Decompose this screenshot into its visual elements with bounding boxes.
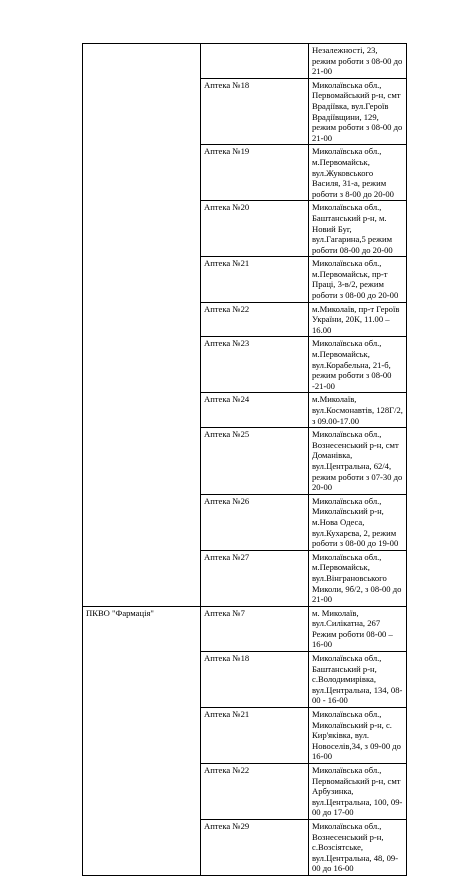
pharmacy-name-cell <box>201 44 309 79</box>
address-cell <box>309 393 407 428</box>
pharmacy-address: Миколаївська обл., м.Первомайськ, вул.Жуковського Василя, 31-а, режим роботи з 8-00 до 20-00 <box>312 146 394 199</box>
pharmacy-name: Аптека №29 <box>204 820 250 831</box>
address-cell <box>309 550 407 606</box>
pharmacy-address: м. Миколаїв, вул.Силікатна, 267 Режим роботи 08-00 – 16-00 <box>312 607 393 650</box>
pharmacy-address: Миколаївська обл., Вознесенський р-н, смт Доманівка, вул.Центральна, 62/4, режим роботи з 07-30 до 20-00 <box>312 429 403 493</box>
address-cell <box>309 428 407 495</box>
pharmacy-name-cell <box>201 302 309 337</box>
address-cell <box>309 145 407 201</box>
pharmacy-address: Незалежності, 23, режим роботи з 08-00 до 21-00 <box>312 45 403 77</box>
pharmacy-name-cell <box>201 819 309 875</box>
table-row <box>83 606 407 651</box>
org-cell <box>83 606 201 875</box>
pharmacy-address: м.Миколаїв, пр-т Героїв України, 20К, 11.00 – 16.00 <box>312 303 400 335</box>
address-cell <box>309 302 407 337</box>
pharmacy-name-cell <box>201 78 309 145</box>
pharmacy-name: Аптека №24 <box>204 394 250 405</box>
address-cell <box>309 44 407 79</box>
table-row <box>83 44 407 79</box>
address-cell <box>309 708 407 764</box>
pharmacy-name-cell <box>201 393 309 428</box>
pharmacy-name: Аптека №25 <box>204 429 250 440</box>
pharmacy-name-cell <box>201 550 309 606</box>
pharmacy-name: Аптека №21 <box>204 258 250 269</box>
pharmacy-name: Аптека №20 <box>204 202 250 213</box>
pharmacy-name-cell <box>201 257 309 302</box>
pharmacy-address: Миколаївська обл., Вознесенський р-н, с.Возсіятське, вул.Центральна, 48, 09-00 до 16-00 <box>312 820 399 874</box>
pharmacy-address: Миколаївська обл., Первомайський р-н, смт Арбузинка, вул.Центральна, 100, 09-00 до 17-00 <box>312 765 403 818</box>
pharmacy-name-cell <box>201 428 309 495</box>
pharmacy-address: Миколаївська обл., Баштанський р-н, с.Володимирівка, вул.Центральна, 134, 08-00 - 16-00 <box>312 653 403 706</box>
pharmacy-name-cell <box>201 337 309 393</box>
pharmacy-name: Аптека №18 <box>204 79 250 90</box>
address-cell <box>309 257 407 302</box>
address-cell <box>309 606 407 651</box>
pharmacy-address: Миколаївська обл., Баштанський р-н, м. Новий Буг, вул.Гагарина,5 режим роботи 08-00 до 20-00 <box>312 202 393 255</box>
pharmacy-name: Аптека №7 <box>204 607 245 618</box>
pharmacy-name: Аптека №19 <box>204 146 250 157</box>
pharmacy-table <box>82 43 407 876</box>
address-cell <box>309 78 407 145</box>
org-cell <box>83 44 201 607</box>
pharmacy-name-cell <box>201 652 309 708</box>
pharmacy-address: Миколаївська обл., Миколаївський р-н, м.Нова Одеса, вул.Кухарєва, 2, режим роботи з 08-00 до 19-00 <box>312 495 399 549</box>
pharmacy-name-cell <box>201 494 309 550</box>
address-cell <box>309 764 407 820</box>
pharmacy-address: м.Миколаїв, вул.Космонавтів, 128Г/2, з 09.00-17.00 <box>312 394 403 426</box>
pharmacy-table-body <box>83 44 407 876</box>
pharmacy-name: Аптека №27 <box>204 551 250 562</box>
pharmacy-name: Аптека №18 <box>204 653 250 664</box>
address-cell <box>309 819 407 875</box>
pharmacy-address: Миколаївська обл., Миколаївський р-н, с. Кир'яківка, вул. Новоселів,34, з 09-00 до 16-00 <box>312 709 401 762</box>
pharmacy-address: Миколаївська обл., м.Первомайськ, вул.Корабельна, 21-б, режим роботи з 08-00 -21-00 <box>312 338 392 391</box>
address-cell <box>309 201 407 257</box>
pharmacy-address: Миколаївська обл., м.Первомайськ, пр-т Праці, 3-в/2, режим роботи з 08-00 до 20-00 <box>312 258 399 301</box>
pharmacy-address: Миколаївська обл., Первомайський р-н, смт Врадіївка, вул.Героїв Врадіївщини, 129, режим роботи з 08-00 до 21-00 <box>312 79 403 143</box>
pharmacy-name: Аптека №26 <box>204 495 250 506</box>
address-cell <box>309 494 407 550</box>
address-cell <box>309 337 407 393</box>
org-name: ПКВО "Фармація" <box>86 607 154 618</box>
pharmacy-name-cell <box>201 606 309 651</box>
address-cell <box>309 652 407 708</box>
pharmacy-name-cell <box>201 145 309 201</box>
pharmacy-name-cell <box>201 708 309 764</box>
pharmacy-name: Аптека №22 <box>204 765 250 775</box>
pharmacy-address: Миколаївська обл., м.Первомайськ, вул.Вінграновського Миколи, 9б/2, з 08-00 до 21-00 <box>312 551 402 605</box>
pharmacy-name-cell <box>201 764 309 820</box>
pharmacy-name: Аптека №22 <box>204 303 250 314</box>
pharmacy-name-cell <box>201 201 309 257</box>
pharmacy-name: Аптека №21 <box>204 709 250 720</box>
pharmacy-name: Аптека №23 <box>204 338 250 349</box>
